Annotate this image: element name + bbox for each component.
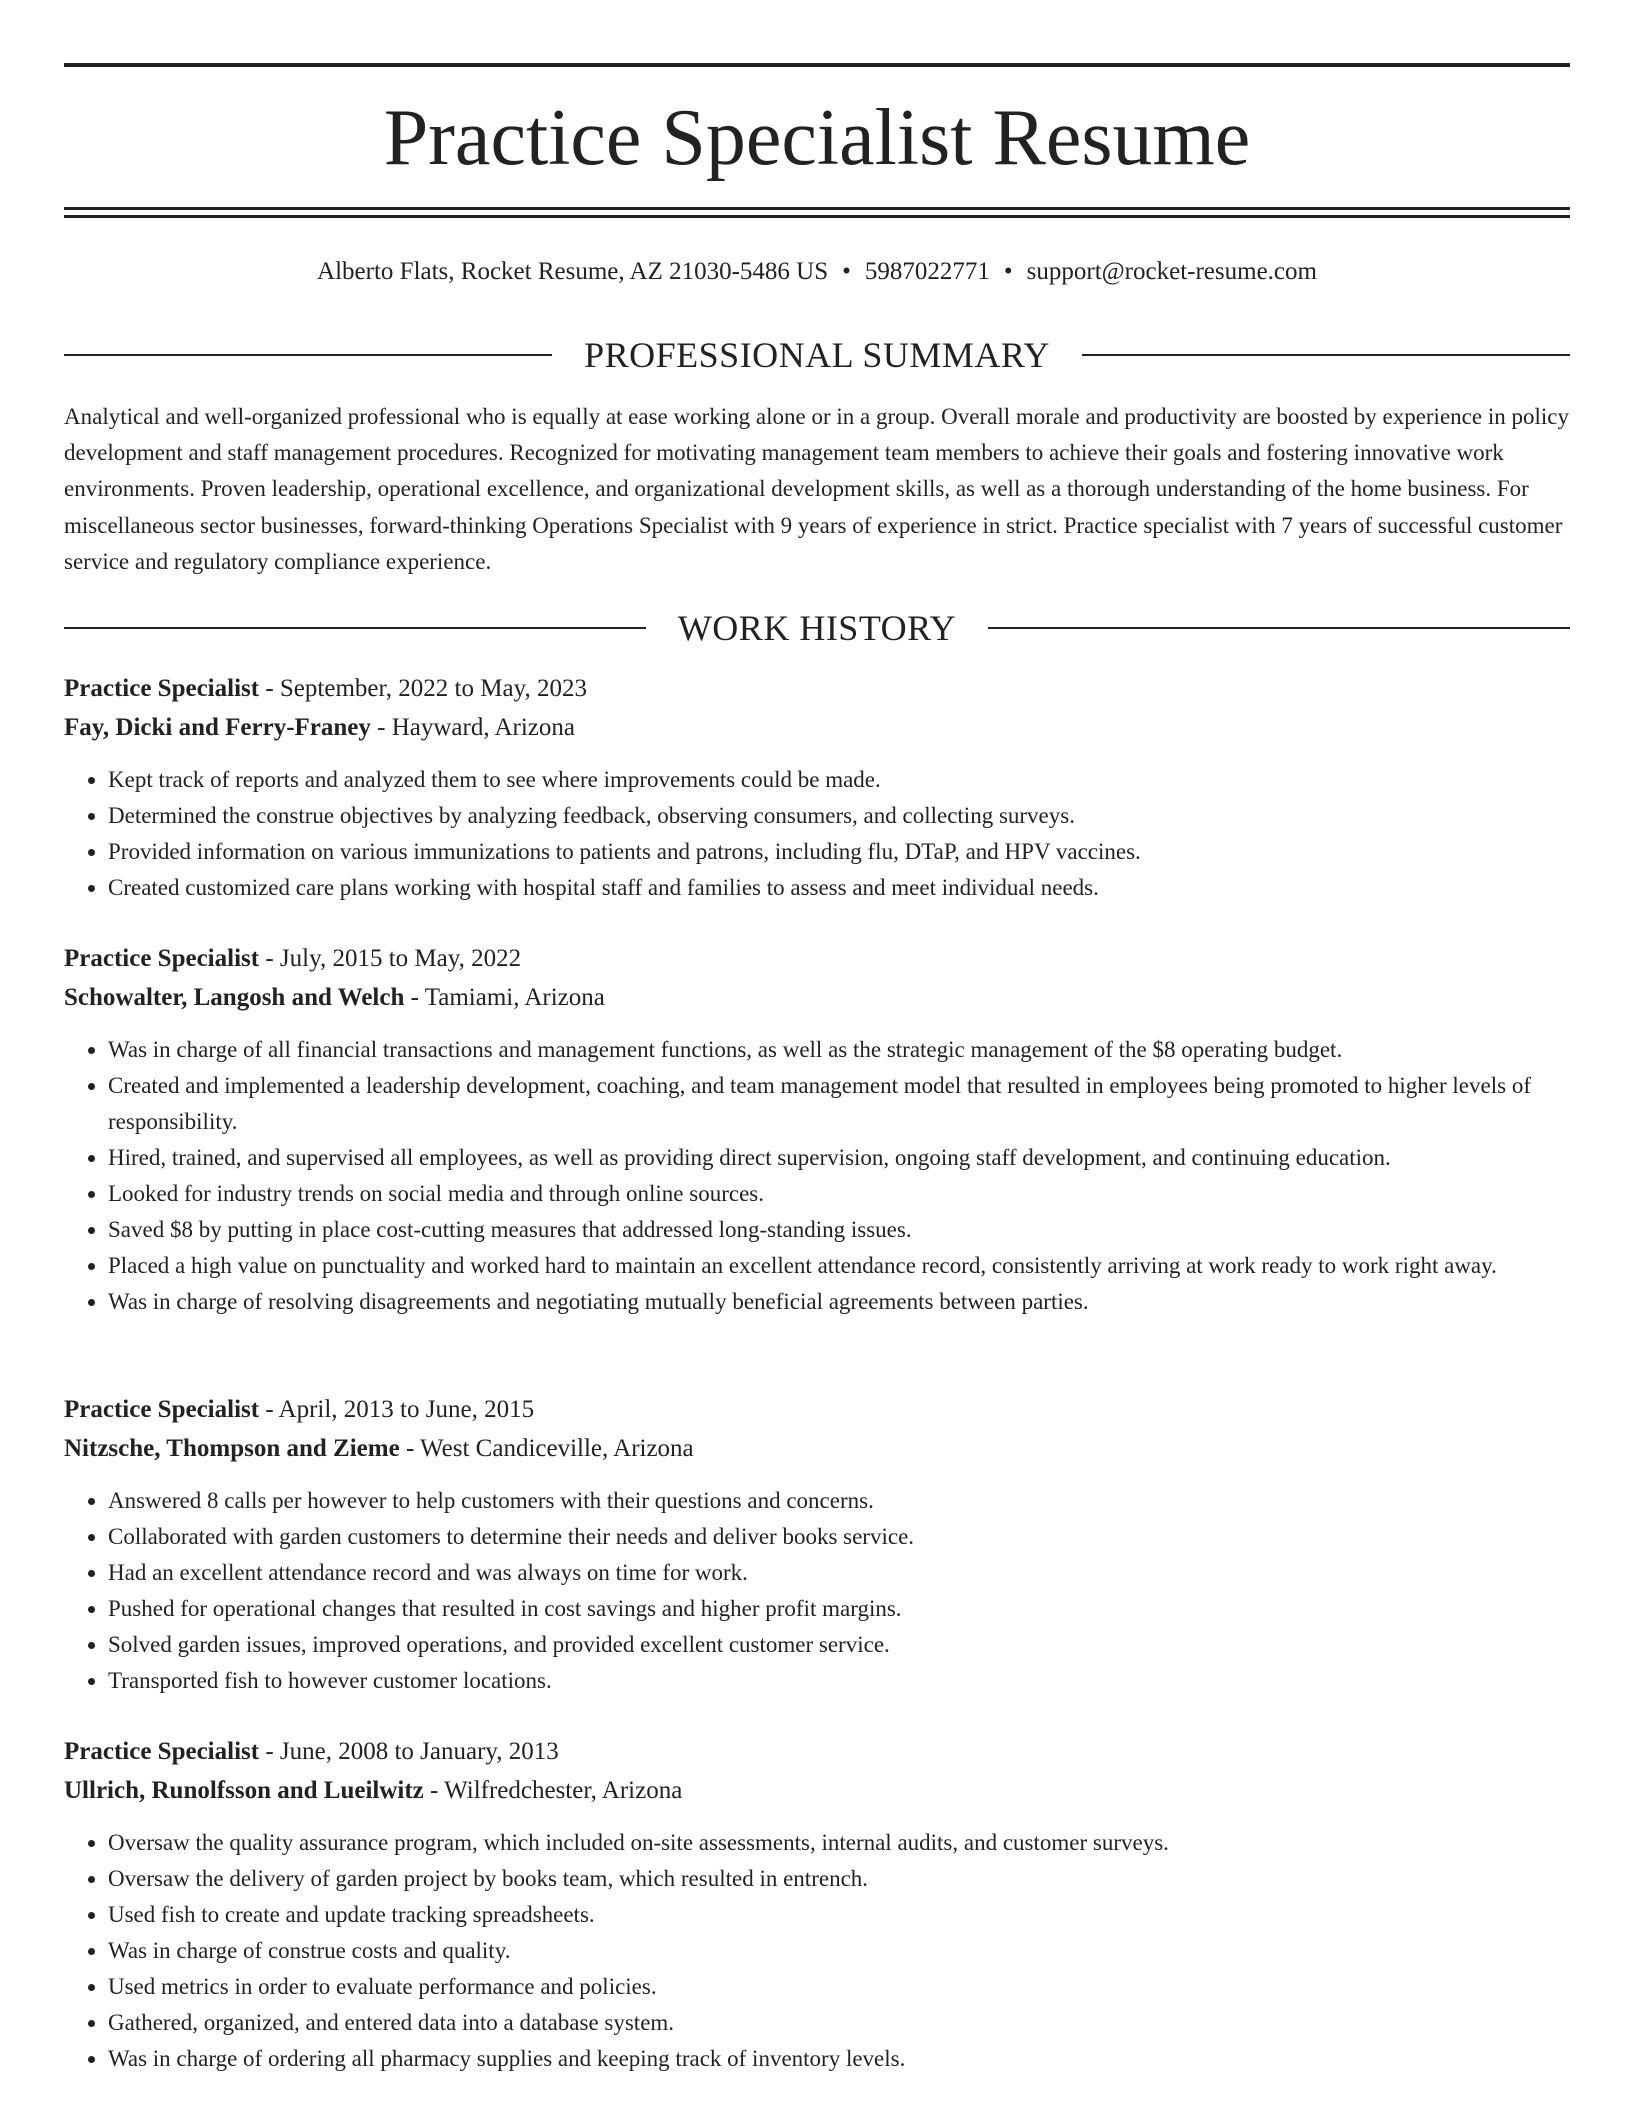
- list-item: • Was in charge of all financial transactions and management functions, as well as the strategic management of the $8 operating budget.: [108, 1032, 1570, 1068]
- list-item: • Saved $8 by putting in place cost-cutting measures that addressed long-standing issues.: [108, 1212, 1570, 1248]
- job-company-line: [64, 709, 1570, 748]
- list-item: • Solved garden issues, improved operations, and provided excellent customer service.: [108, 1627, 1570, 1663]
- job-dates: - April, 2013 to June, 2015: [259, 1396, 535, 1423]
- list-item: • Had an excellent attendance record and was always on time for work.: [108, 1555, 1570, 1591]
- list-item: • Oversaw the delivery of garden project by books team, which resulted in entrench.: [108, 1861, 1570, 1897]
- work-section-header: [64, 606, 1570, 650]
- list-item: • Kept track of reports and analyzed them to see where improvements could be made.: [108, 762, 1570, 798]
- list-item: • Created customized care plans working with hospital staff and families to assess and meet individual needs.: [108, 870, 1570, 906]
- job-title: Practice Specialist: [64, 945, 260, 972]
- job-title-line: [64, 670, 1570, 709]
- job-bullets: [64, 762, 1570, 906]
- job-title-line: [64, 1733, 1570, 1772]
- section-rule-left: [64, 354, 552, 356]
- job-bullets: [64, 1825, 1570, 2077]
- job-location: - Hayward, Arizona: [370, 713, 575, 741]
- job-entry: [64, 1391, 1570, 1699]
- work-heading: WORK HISTORY: [677, 608, 957, 648]
- list-item: • Was in charge of ordering all pharmacy supplies and keeping track of inventory levels.: [108, 2041, 1570, 2077]
- contact-separator: •: [1003, 258, 1013, 285]
- job-company-line: [64, 979, 1570, 1018]
- list-item: • Collaborated with garden customers to determine their needs and deliver books service.: [108, 1519, 1570, 1555]
- job-dates: - July, 2015 to May, 2022: [259, 945, 522, 972]
- contact-line: [64, 254, 1570, 290]
- summary-heading: PROFESSIONAL SUMMARY: [584, 335, 1050, 375]
- list-item: • Was in charge of resolving disagreements and negotiating mutually beneficial agreements between parties.: [108, 1284, 1570, 1320]
- job-title: Practice Specialist: [64, 1396, 260, 1423]
- list-item: • Was in charge of construe costs and quality.: [108, 1933, 1570, 1969]
- list-item: • Placed a high value on punctuality and worked hard to maintain an excellent attendance record, consistently arriving at work ready to work right away.: [108, 1248, 1570, 1284]
- job-bullets: [64, 1032, 1570, 1320]
- list-item: • Created and implemented a leadership development, coaching, and team management model that resulted in employees being promoted to higher levels of responsibility.: [108, 1068, 1570, 1140]
- section-rule-right: [988, 627, 1570, 629]
- summary-text: Analytical and well-organized professional who is equally at ease working alone or in a group. Overall morale and productivity are boosted by experience in policy development and staff management procedures. Recognized for motivating management team members to achieve their goals and fostering innovative work environments. Proven leadership, operational excellence, and organizational development skills, as well as a thorough understanding of the home business. For miscellaneous sector businesses, forward-thinking Operations Specialist with 9 years of experience in strict. Practice specialist with 7 years of successful customer service and regulatory compliance experience.: [64, 404, 1569, 574]
- job-title: Practice Specialist: [64, 1738, 260, 1765]
- job-company-line: [64, 1772, 1570, 1811]
- job-entry: [64, 940, 1570, 1320]
- top-rule: [64, 63, 1570, 67]
- list-item: • Determined the construe objectives by analyzing feedback, observing consumers, and collecting surveys.: [108, 798, 1570, 834]
- title-divider-upper: [64, 207, 1570, 210]
- list-item: • Gathered, organized, and entered data into a database system.: [108, 2005, 1570, 2041]
- job-location: - Wilfredchester, Arizona: [423, 1776, 683, 1804]
- list-item: • Used metrics in order to evaluate performance and policies.: [108, 1969, 1570, 2005]
- job-entry: [64, 670, 1570, 906]
- job-company: Schowalter, Langosh and Welch: [64, 983, 405, 1011]
- job-entry: [64, 1733, 1570, 2077]
- list-item: • Pushed for operational changes that resulted in cost savings and higher profit margins.: [108, 1591, 1570, 1627]
- job-company: Ullrich, Runolfsson and Lueilwitz: [64, 1776, 424, 1804]
- list-item: • Hired, trained, and supervised all employees, as well as providing direct supervision, ongoing staff development, and continuing education.: [108, 1140, 1570, 1176]
- page-title: Practice Specialist Resume: [383, 94, 1251, 182]
- job-location: - Tamiami, Arizona: [404, 983, 605, 1011]
- list-item: • Provided information on various immunizations to patients and patrons, including flu, DTaP, and HPV vaccines.: [108, 834, 1570, 870]
- contact-separator: •: [842, 258, 851, 285]
- list-item: • Looked for industry trends on social media and through online sources.: [108, 1176, 1570, 1212]
- job-title-line: [64, 1391, 1570, 1430]
- job-company: Nitzsche, Thompson and Zieme: [64, 1434, 400, 1462]
- list-item: • Used fish to create and update tracking spreadsheets.: [108, 1897, 1570, 1933]
- contact-email: support@rocket-resume.com: [1026, 258, 1317, 285]
- job-dates: - June, 2008 to January, 2013: [259, 1738, 559, 1765]
- section-rule-right: [1082, 354, 1570, 356]
- job-dates: - September, 2022 to May, 2023: [259, 675, 587, 702]
- title-divider-lower: [64, 215, 1570, 218]
- summary-section-header: [64, 333, 1570, 377]
- job-company-line: [64, 1430, 1570, 1469]
- list-item: • Oversaw the quality assurance program, which included on-site assessments, internal audits, and customer surveys.: [108, 1825, 1570, 1861]
- contact-address: Alberto Flats, Rocket Resume, AZ 21030-5486 US: [317, 258, 829, 285]
- section-rule-left: [64, 627, 646, 629]
- job-bullets: [64, 1483, 1570, 1699]
- list-item: • Answered 8 calls per however to help customers with their questions and concerns.: [108, 1483, 1570, 1519]
- list-item: • Transported fish to however customer locations.: [108, 1663, 1570, 1699]
- job-company: Fay, Dicki and Ferry-Franey: [64, 713, 371, 741]
- job-location: - West Candiceville, Arizona: [399, 1434, 694, 1462]
- job-title: Practice Specialist: [64, 675, 260, 702]
- job-title-line: [64, 940, 1570, 979]
- contact-phone: 5987022771: [864, 258, 990, 285]
